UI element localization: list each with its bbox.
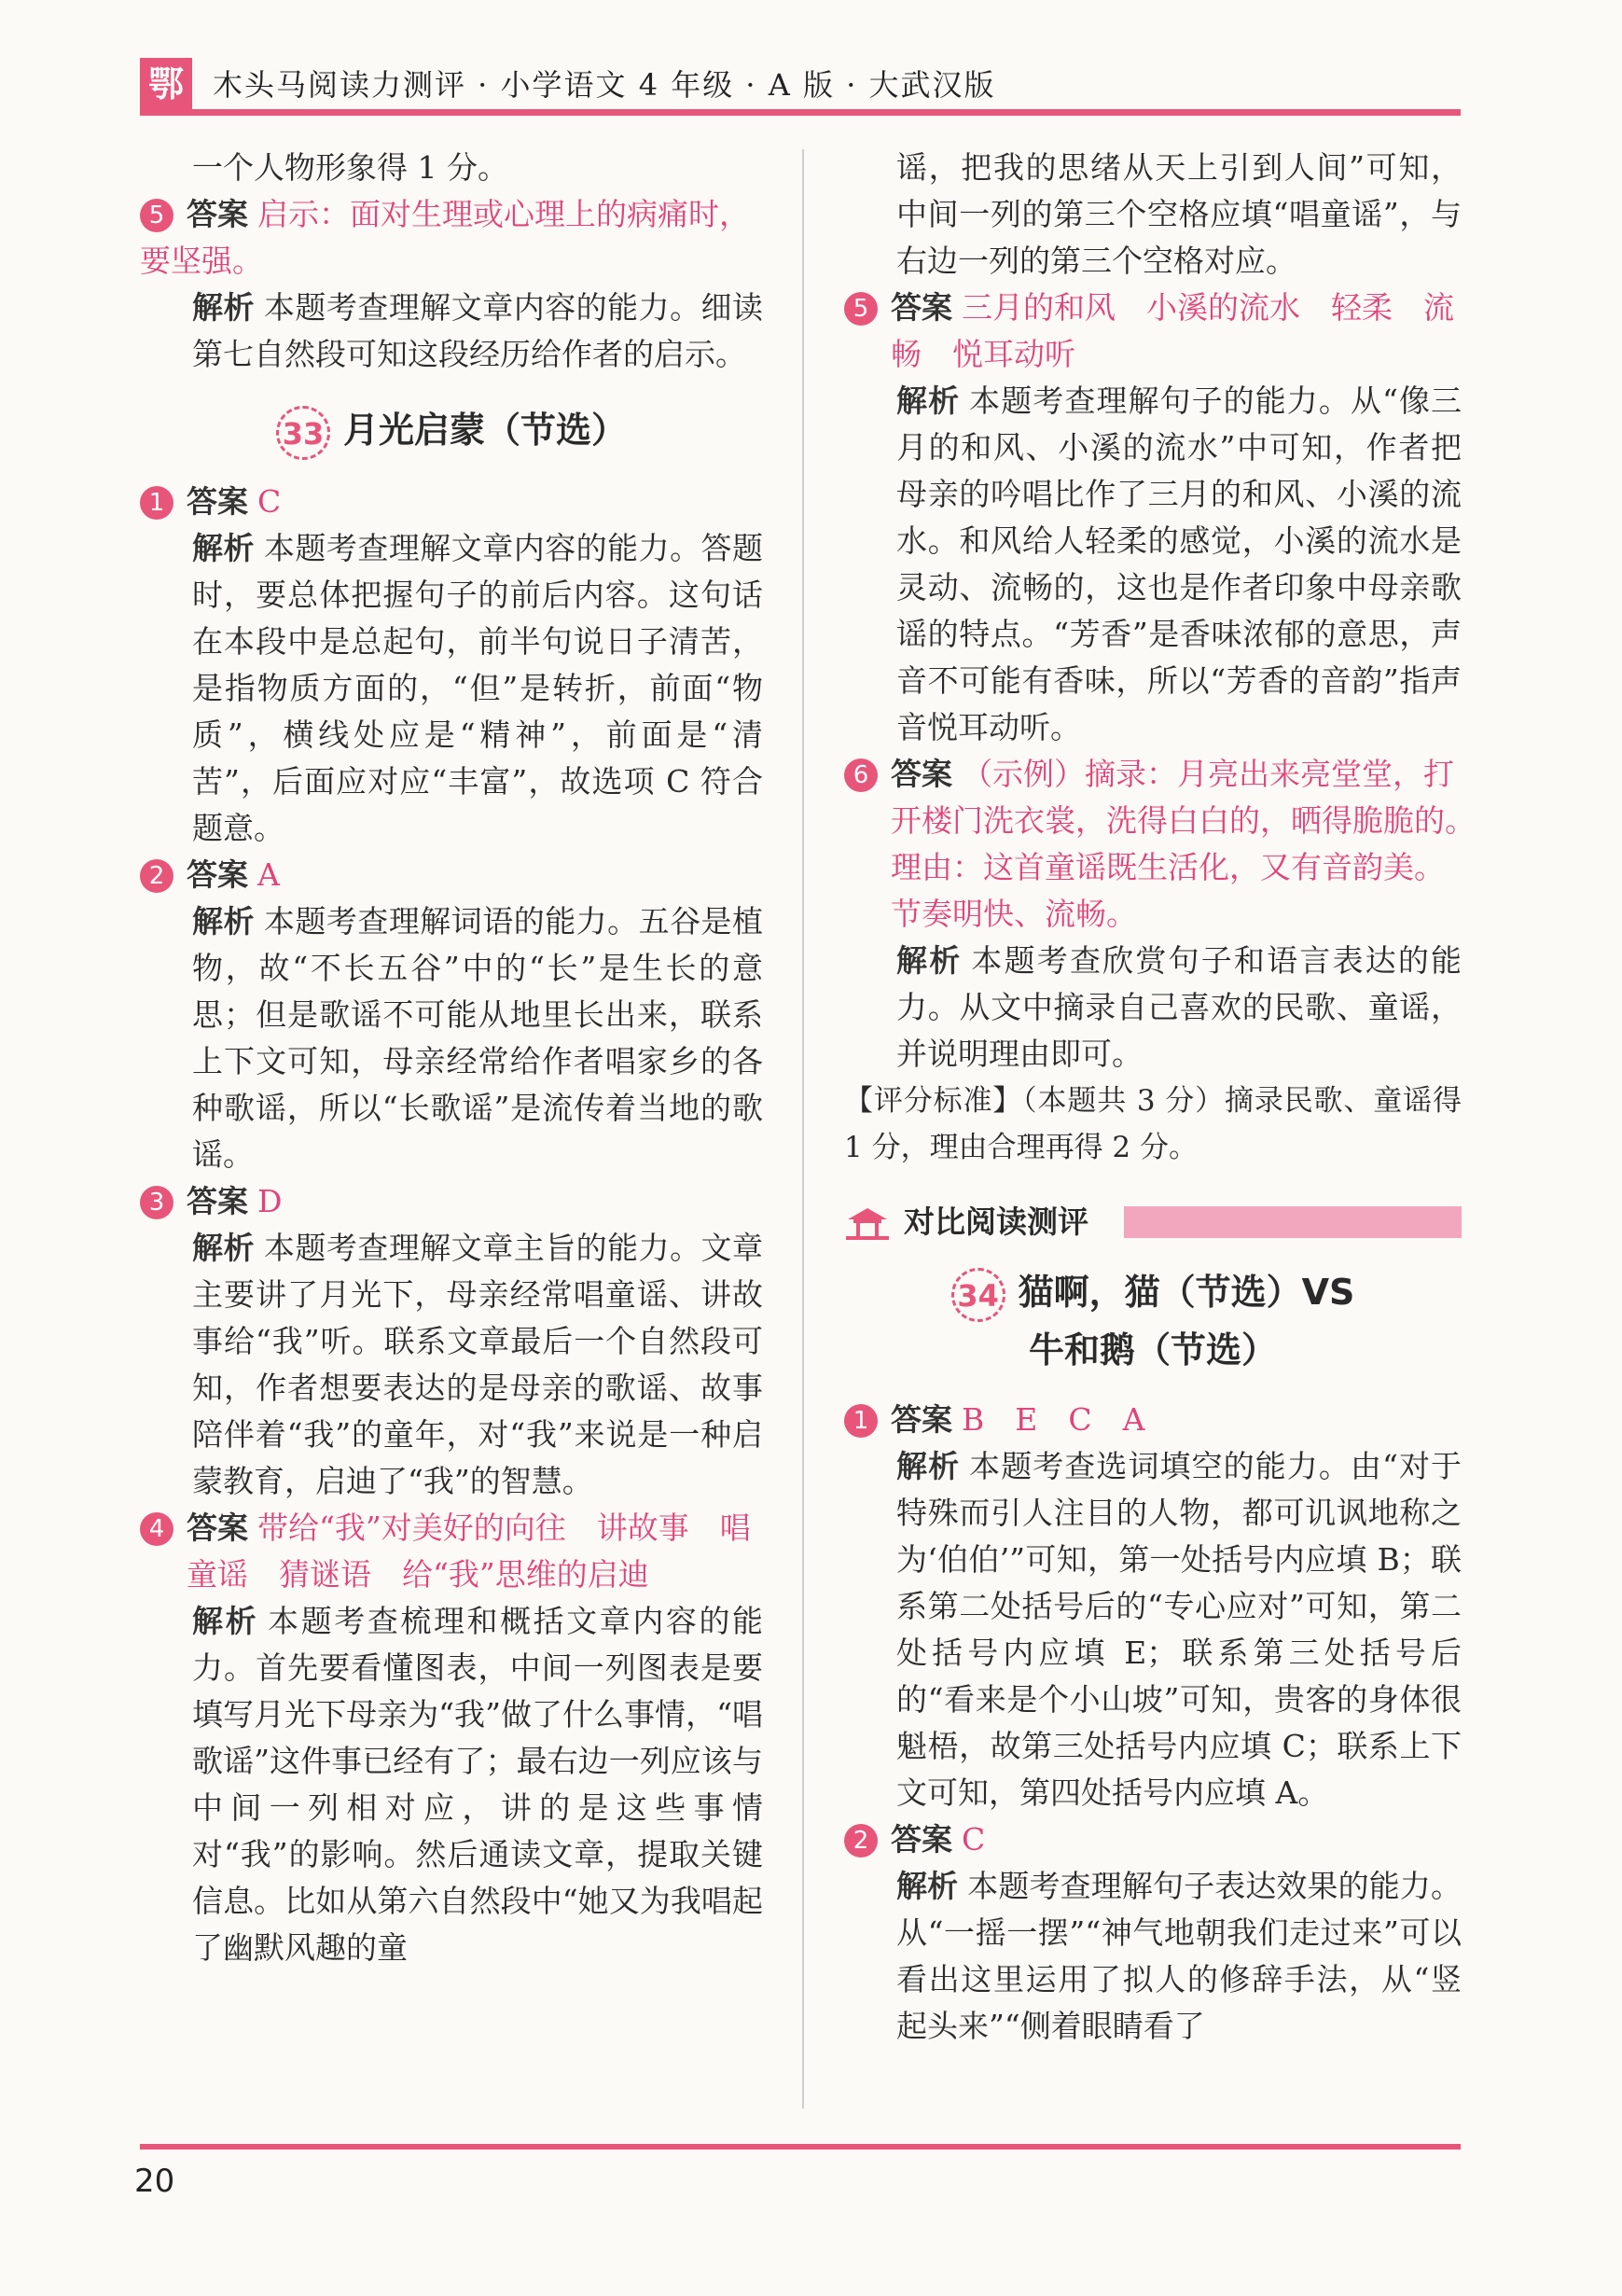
- answer-label: 答案: [187, 482, 248, 520]
- section-number: 33: [276, 406, 330, 460]
- question-number: 1: [844, 1404, 878, 1438]
- question-number: 6: [844, 758, 878, 792]
- answer-text: 带给“我”对美好的向往 讲故事 唱童谣 猜谜语 给“我”思维的启迪: [187, 1509, 751, 1593]
- answer-text: C: [257, 482, 282, 520]
- answer-label: 答案: [891, 756, 952, 792]
- question-number: 3: [140, 1186, 173, 1219]
- analysis-text: 本题考查理解词语的能力。五谷是植物，故“不长五谷”中的“长”是生长的意思；但是歌谣不可能从地里长出来，联系上下文可知，母亲经常给作者唱家乡的各种歌谣，所以“长歌谣”是流传着当地的歌谣。: [192, 902, 764, 1173]
- answer-label: 答案: [187, 1182, 248, 1219]
- analysis-label: 解析: [192, 1602, 259, 1639]
- section-title-text: 月光启蒙（节选）: [342, 410, 627, 451]
- analysis-block: [844, 1863, 1462, 2050]
- analysis-text: 本题考查理解文章内容的能力。答题时，要总体把握句子的前后内容。这句话在本段中是总起句，前半句说日子清苦，是指物质方面的，“但”是转折，前面“物质”，横线处应是“精神”，前面是“清苦”，后面应对应“丰富”，故选项 C 符合题意。: [192, 529, 764, 846]
- analysis-block: [140, 525, 763, 852]
- section-title-line1: 猫啊，猫（节选）VS: [1018, 1272, 1355, 1313]
- analysis-label: 解析: [192, 289, 255, 326]
- analysis-text: 本题考查选词填空的能力。由“对于特殊而引人注目的人物，都可讥讽地称之为‘伯伯’”可知，第一处括号内应填 B；联系第二处括号后的“专心应对”可知，第二处括号内应填 E；联系第三处括号后的“看来是个小山坡”可知，贵客的身体很魁梧，故第三处括号内应填 C；联系上下文可知，第四处括号内应填 A。: [896, 1447, 1463, 1811]
- pavilion-icon: [844, 1204, 891, 1242]
- question-2: [844, 1816, 1462, 1863]
- question-5: [140, 191, 763, 285]
- scoring-standard: 【评分标准】（本题共 3 分）摘录民歌、童谣得 1 分，理由合理再得 2 分。: [844, 1084, 1462, 1164]
- header-rule: [140, 109, 1461, 116]
- analysis-label: 解析: [896, 942, 963, 979]
- analysis-label: 解析: [192, 529, 255, 566]
- question-number: 2: [844, 1824, 878, 1858]
- answer-label: 答案: [891, 1820, 952, 1858]
- analysis-block: [844, 1443, 1462, 1816]
- analysis-text: 本题考查理解文章内容的能力。细读第七自然段可知这段经历给作者的启示。: [192, 289, 764, 372]
- question-6: [844, 751, 1491, 938]
- question-5: [844, 285, 1462, 378]
- page-number: 20: [134, 2163, 175, 2200]
- answer-text: C: [962, 1820, 986, 1858]
- answer-label: 答案: [187, 856, 248, 893]
- analysis-text: 本题考查理解句子表达效果的能力。从“一摇一摆”“神气地朝我们走过来”可以看出这里运用了拟人的修辞手法，从“竖起头来”“侧着眼睛看了: [896, 1867, 1463, 2044]
- answer-label: 答案: [187, 196, 248, 232]
- question-3: [140, 1178, 763, 1225]
- question-2: [140, 852, 763, 898]
- banner-title: 对比阅读测评: [904, 1204, 1088, 1240]
- right-column: [844, 145, 1491, 2050]
- answer-label: 答案: [891, 289, 952, 326]
- question-number: 2: [140, 859, 173, 893]
- analysis-block: [140, 898, 763, 1178]
- question-4: [140, 1505, 763, 1598]
- section-title-33: [140, 402, 763, 460]
- answer-text: 三月的和风 小溪的流水 轻柔 流畅 悦耳动听: [891, 289, 1454, 372]
- continued-text: 一个人物形象得 1 分。: [192, 149, 508, 186]
- analysis-label: 解析: [896, 383, 961, 419]
- question-number: 5: [844, 292, 878, 326]
- answer-text: （示例）摘录：月亮出来亮堂堂，打开楼门洗衣裳，洗得白白的，晒得脆脆的。 理由：这首童谣既生活化，又有音韵美。节奏明快、流畅。: [891, 756, 1491, 932]
- answer-text: B E C A: [962, 1400, 1145, 1438]
- answer-label: 答案: [187, 1509, 248, 1546]
- section-title-34: [844, 1264, 1462, 1378]
- question-number: 5: [140, 199, 173, 232]
- question-number: 4: [140, 1512, 173, 1546]
- analysis-text: 本题考查理解文章主旨的能力。文章主要讲了月光下，母亲经常唱童谣、讲故事给“我”听。联系文章最后一个自然段可知，作者想要表达的是母亲的歌谣、故事陪伴着“我”的童年，对“我”来说是一种启蒙教育，启迪了“我”的智慧。: [192, 1229, 764, 1499]
- left-column: [140, 145, 763, 1971]
- question-1: [140, 479, 763, 525]
- banner-bar: [1124, 1206, 1462, 1238]
- answer-text: A: [257, 856, 280, 893]
- page-header: [140, 58, 1461, 114]
- book-title: 木头马阅读力测评 · 小学语文 4 年级 · A 版 · 大武汉版: [213, 67, 996, 103]
- analysis-text: 本题考查理解句子的能力。从“像三月的和风、小溪的流水”中可知，作者把母亲的吟唱比作了三月的和风、小溪的流水。和风给人轻柔的感觉，小溪的流水是灵动、流畅的，这也是作者印象中母亲歌谣的特点。“芳香”是香味浓郁的意思，声音不可能有香味，所以“芳香的音韵”指声音悦耳动听。: [896, 383, 1463, 745]
- answer-text: 启示：面对生理或心理上的病痛时，要坚强。: [140, 196, 750, 279]
- analysis-label: 解析: [896, 1447, 961, 1484]
- region-badge: 鄂: [140, 58, 192, 110]
- section-title-line2: 牛和鹅（节选）: [1028, 1329, 1277, 1371]
- analysis-block: [844, 378, 1462, 751]
- analysis-text: 本题考查梳理和概括文章内容的能力。首先要看懂图表，中间一列图表是要填写月光下母亲为“我”做了什么事情，“唱歌谣”这件事已经有了；最右边一列应该与中间一列相对应，讲的是这些事情对“我”的影响。然后通读文章，提取关键信息。比如从第六自然段中“她又为我唱起了幽默风趣的童: [192, 1602, 763, 1966]
- analysis-text: 本题考查欣赏句子和语言表达的能力。从文中摘录自己喜欢的民歌、童谣，并说明理由即可。: [896, 942, 1462, 1072]
- analysis-block: [140, 1225, 763, 1505]
- continued-text: 谣，把我的思绪从天上引到人间”可知，中间一列的第三个空格应填“唱童谣”，与右边一列的第三个空格对应。: [896, 149, 1462, 279]
- footer-rule: [140, 2144, 1461, 2150]
- analysis-label: 解析: [192, 1229, 255, 1266]
- analysis-block: [140, 1598, 763, 1971]
- analysis-block: [844, 938, 1462, 1078]
- question-1: [844, 1397, 1462, 1443]
- answer-text: D: [257, 1182, 283, 1219]
- section-number: 34: [951, 1268, 1005, 1322]
- answer-label: 答案: [891, 1400, 952, 1438]
- column-divider: [802, 149, 804, 2108]
- question-number: 1: [140, 486, 173, 520]
- analysis-label: 解析: [192, 902, 255, 939]
- analysis-block: [140, 285, 763, 378]
- analysis-label: 解析: [896, 1867, 959, 1904]
- section-banner: [844, 1199, 1462, 1245]
